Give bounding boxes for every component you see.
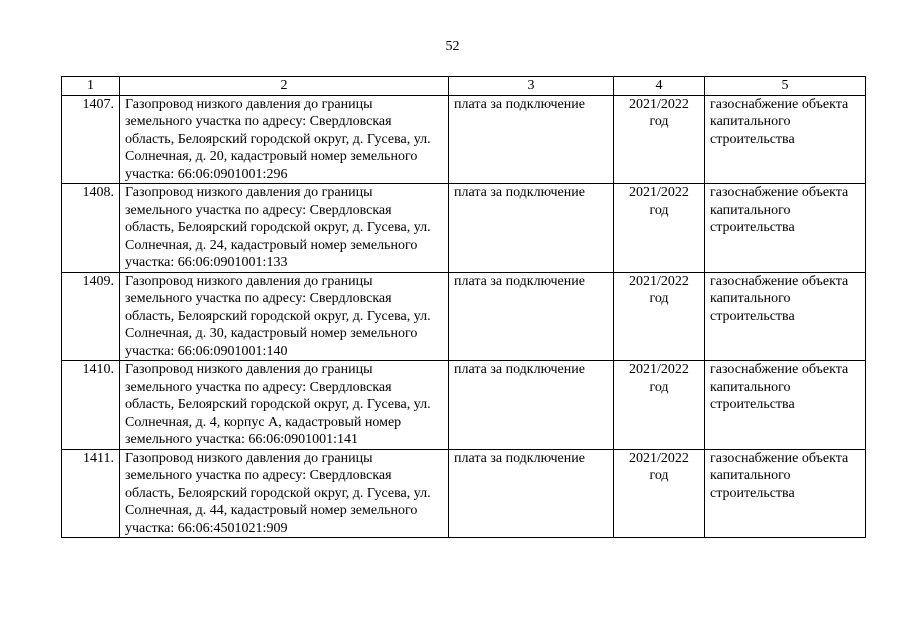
column-header-5: 5 xyxy=(705,77,866,96)
object-description: Газопровод низкого давления до границы земельного участка по адресу: Свердловская область, Белоярский городской округ, д. Гусева, ул. Солнечная, д. 20, кадастровый номер земельного участка: 66:06:0901001:296 xyxy=(120,95,449,184)
period: 2021/2022 год xyxy=(614,361,705,450)
period: 2021/2022 год xyxy=(614,95,705,184)
column-header-2: 2 xyxy=(120,77,449,96)
row-number: 1410. xyxy=(62,361,120,450)
fee-type: плата за подключение xyxy=(449,361,614,450)
purpose: газоснабжение объекта капитального строительства xyxy=(705,184,866,273)
object-description: Газопровод низкого давления до границы земельного участка по адресу: Свердловская область, Белоярский городской округ, д. Гусева, ул. Солнечная, д. 44, кадастровый номер земельного участка: 66:06:4501021:909 xyxy=(120,449,449,538)
purpose: газоснабжение объекта капитального строительства xyxy=(705,272,866,361)
fee-type: плата за подключение xyxy=(449,272,614,361)
fee-type: плата за подключение xyxy=(449,184,614,273)
purpose: газоснабжение объекта капитального строительства xyxy=(705,361,866,450)
column-header-3: 3 xyxy=(449,77,614,96)
row-number: 1408. xyxy=(62,184,120,273)
fee-type: плата за подключение xyxy=(449,95,614,184)
table-row xyxy=(62,361,866,450)
table-header-row xyxy=(62,77,866,96)
purpose: газоснабжение объекта капитального строительства xyxy=(705,95,866,184)
period: 2021/2022 год xyxy=(614,449,705,538)
row-number: 1411. xyxy=(62,449,120,538)
column-header-1: 1 xyxy=(62,77,120,96)
purpose: газоснабжение объекта капитального строительства xyxy=(705,449,866,538)
row-number: 1409. xyxy=(62,272,120,361)
row-number: 1407. xyxy=(62,95,120,184)
object-description: Газопровод низкого давления до границы земельного участка по адресу: Свердловская область, Белоярский городской округ, д. Гусева, ул. Солнечная, д. 24, кадастровый номер земельного участка: 66:06:0901001:133 xyxy=(120,184,449,273)
registry-table xyxy=(61,76,866,538)
object-description: Газопровод низкого давления до границы земельного участка по адресу: Свердловская область, Белоярский городской округ, д. Гусева, ул. Солнечная, д. 4, корпус А, кадастровый номер земельного участка: 66:06:0901001:141 xyxy=(120,361,449,450)
period: 2021/2022 год xyxy=(614,272,705,361)
table-row xyxy=(62,449,866,538)
column-header-4: 4 xyxy=(614,77,705,96)
fee-type: плата за подключение xyxy=(449,449,614,538)
period: 2021/2022 год xyxy=(614,184,705,273)
table-row xyxy=(62,95,866,184)
table-row xyxy=(62,184,866,273)
page-number: 52 xyxy=(445,39,460,54)
object-description: Газопровод низкого давления до границы земельного участка по адресу: Свердловская область, Белоярский городской округ, д. Гусева, ул. Солнечная, д. 30, кадастровый номер земельного участка: 66:06:0901001:140 xyxy=(120,272,449,361)
table-row xyxy=(62,272,866,361)
